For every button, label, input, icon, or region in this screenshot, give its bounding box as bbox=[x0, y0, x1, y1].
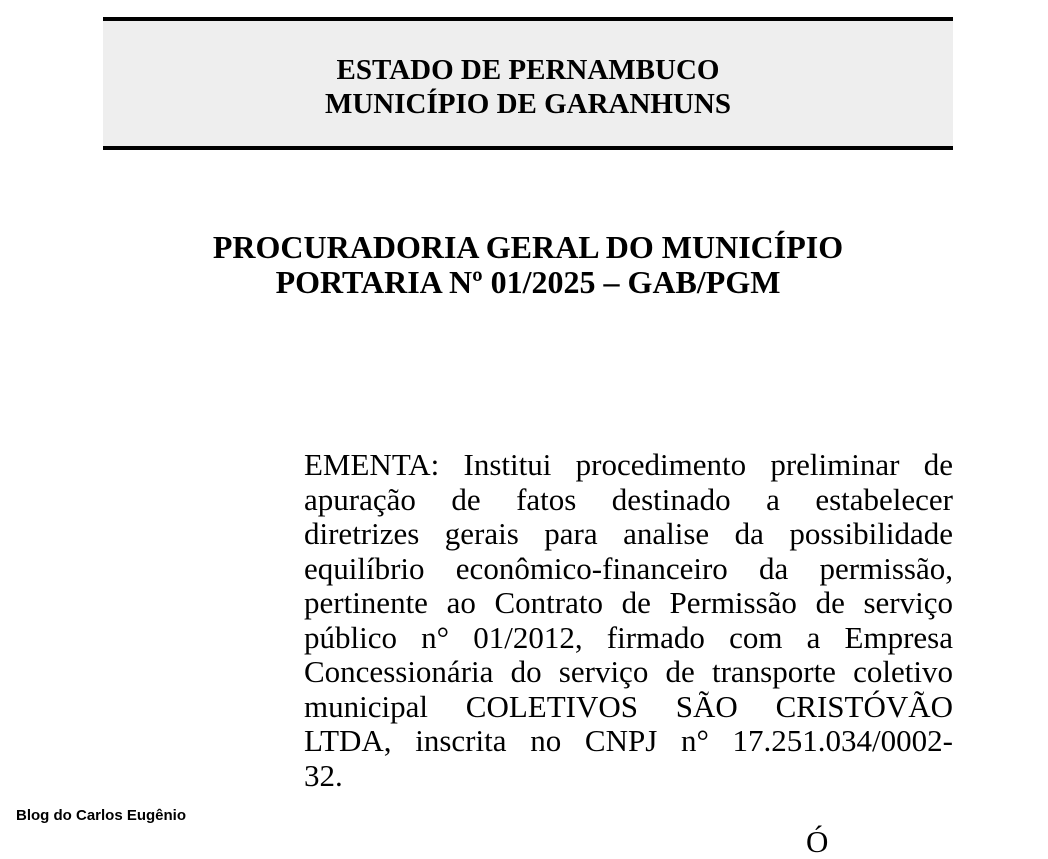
ementa-line: municipal COLETIVOS SÃO CRISTÓVÃO bbox=[304, 688, 953, 724]
document-header bbox=[103, 17, 953, 150]
ementa-paragraph bbox=[304, 448, 953, 793]
ementa-line: público n° 01/2012, firmado com a Empresa bbox=[304, 619, 953, 655]
ordinance-number: PORTARIA Nº 01/2025 – GAB/PGM bbox=[275, 264, 781, 300]
ementa-line: apuração de fatos destinado a estabelecer bbox=[304, 481, 953, 517]
ementa-line: diretrizes gerais para analise da possibilidade bbox=[304, 516, 953, 551]
ementa-line: EMENTA: Institui procedimento preliminar de bbox=[304, 447, 953, 482]
state-name: ESTADO DE PERNAMBUCO bbox=[336, 54, 720, 86]
ementa-line: LTDA, inscrita no CNPJ n° 17.251.034/0002- bbox=[304, 723, 953, 758]
ementa-line: 32. bbox=[304, 757, 343, 793]
ementa-line: Concessionária do serviço de transporte coletivo bbox=[304, 654, 953, 689]
ementa-line: pertinente ao Contrato de Permissão de serviço bbox=[304, 585, 953, 620]
partial-next-line: Ó bbox=[806, 824, 829, 859]
ementa-line: equilíbrio econômico-financeiro da permissão, bbox=[304, 550, 953, 586]
municipality-name: MUNICÍPIO DE GARANHUNS bbox=[324, 88, 731, 120]
office-title: PROCURADORIA GERAL DO MUNICÍPIO bbox=[212, 229, 844, 265]
blog-watermark: Blog do Carlos Eugênio bbox=[16, 807, 187, 824]
